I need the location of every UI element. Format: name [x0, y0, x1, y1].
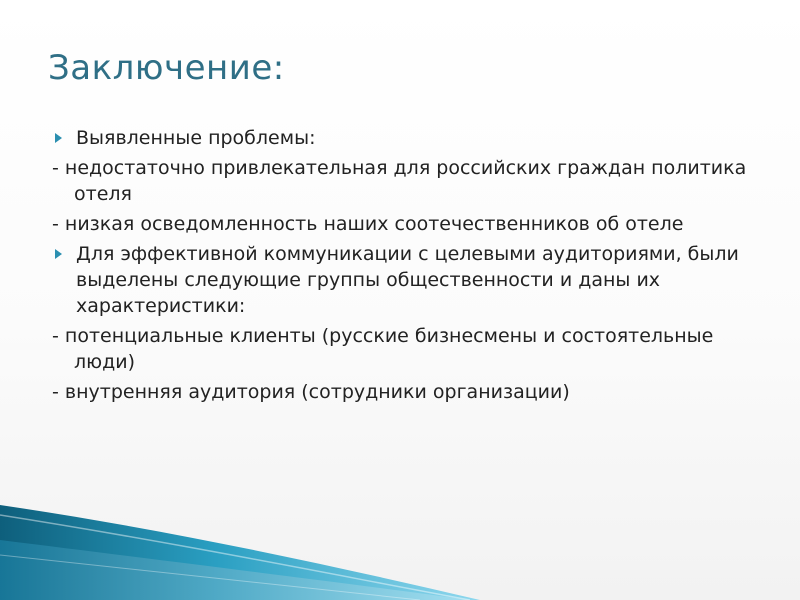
bullet-item [52, 241, 772, 319]
line-text: - недостаточно привлекательная для российских граждан политика отеля [52, 157, 747, 205]
slide-title: Заключение: [48, 48, 285, 88]
line-text: - потенциальные клиенты (русские бизнесмены и состоятельные люди) [52, 325, 714, 373]
dash-item [52, 323, 772, 375]
triangle-right-icon [55, 249, 62, 259]
bullet-item [52, 125, 772, 151]
slide-content [52, 125, 772, 409]
dash-item [52, 155, 772, 207]
line-text: Для эффективной коммуникации с целевыми аудиториями, были выделены следующие группы общественности и даны их характеристики: [76, 243, 739, 317]
line-text: Выявленные проблемы: [76, 127, 316, 149]
triangle-right-icon [55, 133, 62, 143]
dash-item [52, 379, 772, 405]
dash-item [52, 211, 772, 237]
line-text: - внутренняя аудитория (сотрудники организации) [52, 381, 570, 403]
line-text: - низкая осведомленность наших соотечественников об отеле [52, 213, 684, 235]
